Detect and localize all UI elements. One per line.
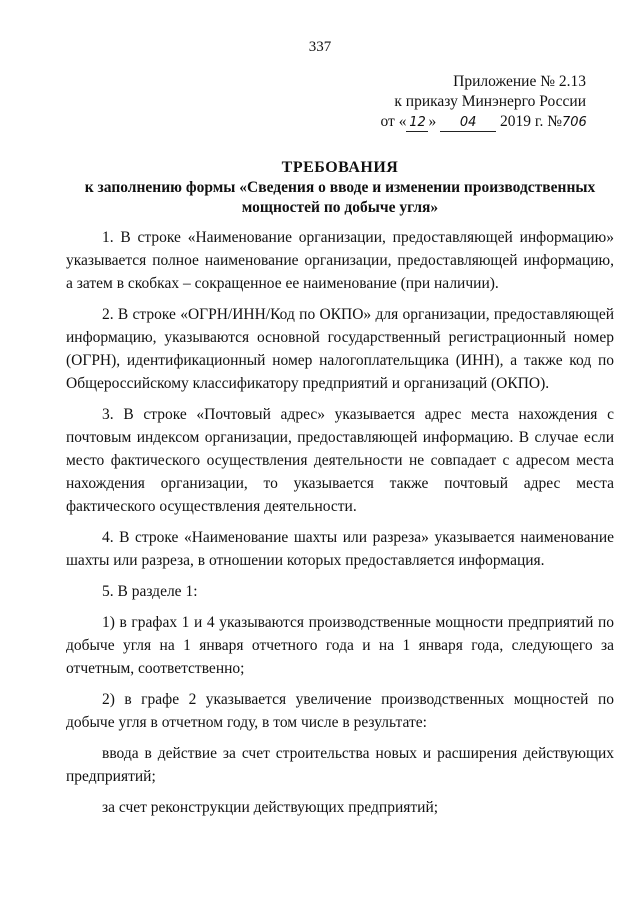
document-title [66, 158, 614, 218]
appendix-date-line [381, 112, 586, 132]
handwritten-order-number: 706 [562, 115, 587, 130]
title-main: ТРЕБОВАНИЯ [281, 159, 399, 176]
paragraph: 2) в графе 2 указывается увеличение производственных мощностей по добыче угля в отчетном году, в том числе в результате: [66, 691, 614, 731]
date-mid: » [428, 113, 437, 130]
date-year: 2019 г. № [499, 113, 562, 130]
paragraph: 3. В строке «Почтовый адрес» указывается адрес места нахождения с почтовым индексом организации, предоставляющей информацию. В случае если место фактического осуществления деятельности не совпадает с адресом места нахождения организации, то указывается также почтовый адрес места фактического осуществления деятельности. [66, 406, 614, 515]
title-subtitle: к заполнению формы «Сведения о вводе и изменении производственных мощностей по добыче угля» [84, 179, 596, 216]
page-number: 337 [308, 39, 332, 55]
handwritten-day: 12 [406, 115, 428, 132]
appendix-order-reference: к приказу Минэнерго России [394, 93, 586, 110]
paragraph: 1) в графах 1 и 4 указываются производственные мощности предприятий по добыче угля на 1 января отчетного года и на 1 января года, следующего за отчетным, соответственно; [66, 614, 614, 677]
appendix-header [381, 72, 586, 132]
paragraph: 2. В строке «ОГРН/ИНН/Код по ОКПО» для организации, предоставляющей информацию, указываются основной государственный регистрационный номер (ОГРН), идентификационный номер налогоплательщика (ИНН), а также код по Общероссийскому классификатору предприятий и организаций (ОКПО). [66, 306, 614, 392]
document-body [66, 226, 614, 827]
paragraph: за счет реконструкции действующих предприятий; [102, 799, 439, 816]
paragraph: 5. В разделе 1: [102, 583, 198, 600]
paragraph: 1. В строке «Наименование организации, предоставляющей информацию» указывается полное наименование организации, предоставляющей информацию, а затем в скобках – сокращенное ее наименование (при наличии). [66, 229, 614, 292]
handwritten-month: 04 [440, 115, 496, 132]
appendix-title: Приложение № 2.13 [453, 73, 586, 90]
paragraph: 4. В строке «Наименование шахты или разреза» указывается наименование шахты или разреза, в отношении которых предоставляется информация. [66, 529, 614, 569]
date-prefix: от « [380, 113, 407, 130]
paragraph: ввода в действие за счет строительства новых и расширения действующих предприятий; [66, 745, 614, 785]
